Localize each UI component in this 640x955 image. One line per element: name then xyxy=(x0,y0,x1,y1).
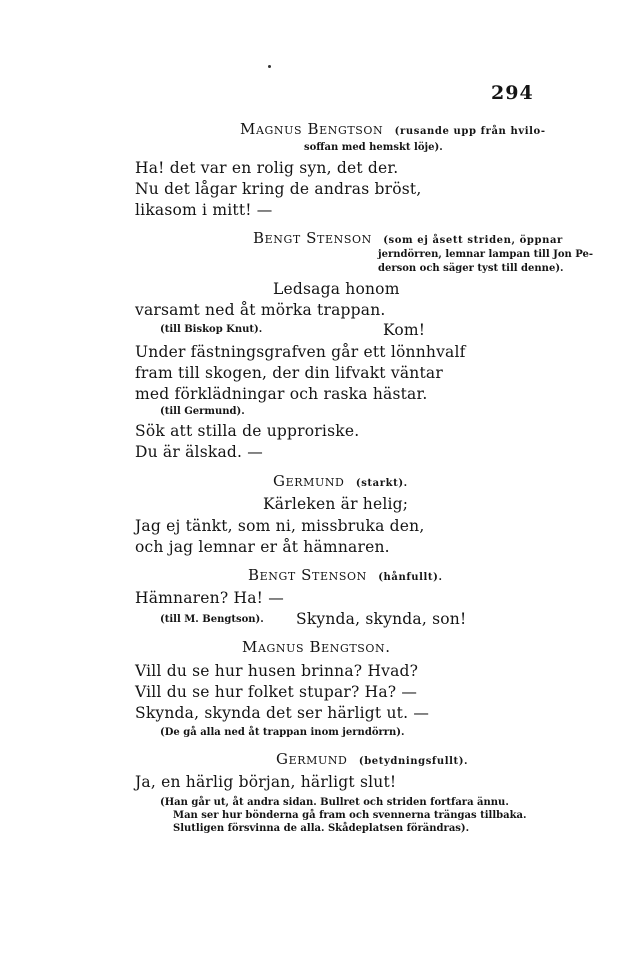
aside-direction: (till Germund). xyxy=(160,406,245,417)
verse-line: Ha! det var en rolig syn, det der. xyxy=(135,159,399,177)
verse-line: Vill du se hur husen brinna? Hvad? xyxy=(135,662,419,680)
verse-line: fram till skogen, der din lifvakt väntar xyxy=(135,364,443,382)
verse-line: med förklädningar och raska hästar. xyxy=(135,385,428,403)
stage-direction: (De gå alla ned åt trappan inom jerndörrn). xyxy=(160,727,405,738)
verse-line: Kom! xyxy=(383,321,426,339)
speaker-name: Germund xyxy=(273,472,345,490)
verse-line: varsamt ned åt mörka trappan. xyxy=(135,301,386,319)
speaker-name: Magnus Bengtson xyxy=(240,120,384,138)
verse-line: Vill du se hur folket stupar? Ha? — xyxy=(135,683,418,701)
verse-line: Ja, en härlig början, härligt slut! xyxy=(135,773,397,791)
verse-line: Jag ej tänkt, som ni, missbruka den, xyxy=(135,517,425,535)
stage-direction: (betydningsfullt). xyxy=(358,756,469,767)
verse-line: likasom i mitt! — xyxy=(135,201,273,219)
stage-direction: soffan med hemskt löje). xyxy=(304,142,443,153)
stage-direction: (rusande upp från hvilo- xyxy=(394,126,546,137)
page-number: 294 xyxy=(491,82,534,104)
speaker-heading xyxy=(248,566,443,584)
verse-line: Under fästningsgrafven går ett lönnhvalf xyxy=(135,343,466,361)
verse-line: Kärleken är helig; xyxy=(263,495,409,513)
stage-direction: Man ser hur bönderna gå fram och svennerna trängas tillbaka. xyxy=(173,810,527,821)
stage-direction: jerndörren, lemnar lampan till Jon Pe- xyxy=(378,249,594,260)
speaker-name: Magnus Bengtson. xyxy=(242,638,391,656)
verse-line: Du är älskad. — xyxy=(135,443,263,461)
stage-direction: (starkt). xyxy=(355,478,408,489)
speaker-heading xyxy=(242,638,391,656)
aside-direction: (till M. Bengtson). xyxy=(160,614,264,625)
verse-line: Hämnaren? Ha! — xyxy=(135,589,284,607)
speaker-heading xyxy=(240,120,546,138)
verse-line: Skynda, skynda, son! xyxy=(296,610,467,628)
ink-speck xyxy=(268,65,271,68)
speaker-heading xyxy=(253,229,563,247)
speaker-name: Germund xyxy=(276,750,348,768)
verse-line: Skynda, skynda det ser härligt ut. — xyxy=(135,704,430,722)
stage-direction: derson och säger tyst till denne). xyxy=(378,263,564,274)
verse-line: Sök att stilla de upproriske. xyxy=(135,422,360,440)
verse-line: Nu det lågar kring de andras bröst, xyxy=(135,180,422,198)
speaker-name: Bengt Stenson xyxy=(248,566,367,584)
speaker-heading xyxy=(273,472,408,490)
verse-line: och jag lemnar er åt hämnaren. xyxy=(135,538,390,556)
aside-direction: (till Biskop Knut). xyxy=(160,324,263,335)
speaker-heading xyxy=(276,750,468,768)
verse-line: Ledsaga honom xyxy=(273,280,400,298)
stage-direction: (Han går ut, åt andra sidan. Bullret och striden fortfara ännu. xyxy=(160,797,509,808)
stage-direction: (som ej åsett striden, öppnar xyxy=(383,235,563,246)
speaker-name: Bengt Stenson xyxy=(253,229,372,247)
stage-direction: (hånfullt). xyxy=(378,572,443,583)
stage-direction: Slutligen försvinna de alla. Skådeplatsen förändras). xyxy=(173,823,470,834)
